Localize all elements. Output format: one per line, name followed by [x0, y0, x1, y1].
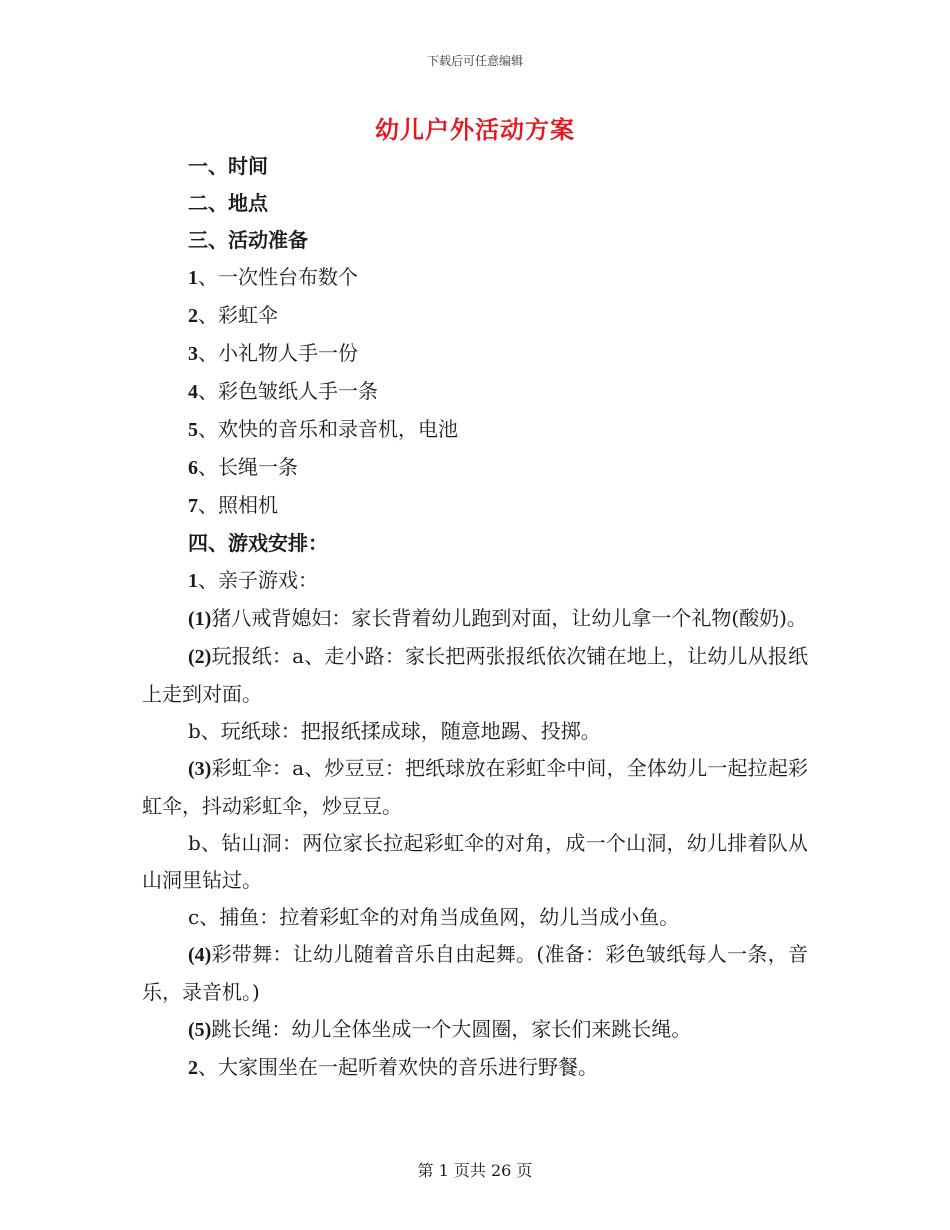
game-paragraph-3c: c、捕鱼：拉着彩虹伞的对角当成鱼网，幼儿当成小鱼。 [188, 905, 680, 929]
prep-item [142, 259, 808, 297]
prep-item-text: 、彩色皱纸人手一条 [198, 379, 378, 403]
game-item-number: (2) [188, 646, 212, 668]
prep-item-text: 、彩虹伞 [198, 303, 278, 327]
prep-item-text: 、长绳一条 [198, 455, 298, 479]
prep-item [142, 487, 808, 525]
game-item-text: 彩虹伞：a、炒豆豆：把纸球放在彩虹伞中间，全体幼儿一起拉起彩虹伞，抖动彩虹伞，炒豆豆。 [142, 756, 808, 818]
game-item-number: (4) [188, 944, 212, 966]
game-heading-picnic [142, 1049, 808, 1087]
document-title: 幼儿户外活动方案 [375, 116, 575, 144]
game-number: 2 [188, 1057, 198, 1079]
section-heading-location: 二、地点 [188, 191, 268, 215]
game-paragraph-3 [142, 750, 808, 825]
prep-item-number: 1 [188, 267, 198, 289]
game-heading-text: 、大家围坐在一起听着欢快的音乐进行野餐。 [198, 1055, 598, 1079]
game-item-text: 猪八戒背媳妇：家长背着幼儿跑到对面，让幼儿拿一个礼物(酸奶)。 [211, 606, 807, 630]
game-number: 1 [188, 570, 198, 592]
prep-item [142, 335, 808, 373]
page-header: 下载后可任意编辑 [426, 54, 523, 68]
prep-item-number: 2 [188, 305, 198, 327]
prep-item-number: 6 [188, 457, 198, 479]
page-footer: 第 1 页共 26 页 [417, 1161, 533, 1180]
game-paragraph-3b: b、钻山洞：两位家长拉起彩虹伞的对角，成一个山洞，幼儿排着队从山洞里钻过。 [142, 831, 808, 892]
prep-item-text: 、一次性台布数个 [198, 265, 358, 289]
prep-item [142, 297, 808, 335]
prep-item-number: 4 [188, 381, 198, 403]
game-paragraph-2 [142, 638, 808, 713]
game-item-number: (3) [188, 758, 212, 780]
section-heading-preparation: 三、活动准备 [188, 228, 308, 252]
section-heading-time: 一、时间 [188, 154, 268, 178]
prep-item-text: 、小礼物人手一份 [198, 341, 358, 365]
prep-item [142, 411, 808, 449]
prep-item-number: 3 [188, 343, 198, 365]
game-heading-parent-child [142, 562, 808, 600]
section-heading-games: 四、游戏安排： [188, 531, 328, 555]
document-body [142, 148, 808, 1087]
game-paragraph-2b: b、玩纸球：把报纸揉成球，随意地踢、投掷。 [188, 719, 601, 743]
game-item-text: 玩报纸：a、走小路：家长把两张报纸依次铺在地上，让幼儿从报纸上走到对面。 [142, 644, 808, 706]
game-item-text: 彩带舞：让幼儿随着音乐自由起舞。(准备：彩色皱纸每人一条，音乐，录音机。) [142, 942, 808, 1004]
prep-item-text: 、照相机 [198, 493, 278, 517]
prep-item [142, 373, 808, 411]
game-item-text: 跳长绳：幼儿全体坐成一个大圆圈，家长们来跳长绳。 [211, 1017, 692, 1041]
game-item-number: (1) [188, 608, 212, 630]
game-paragraph-4 [142, 936, 808, 1011]
prep-item-number: 7 [188, 495, 198, 517]
game-paragraph-5 [142, 1011, 808, 1049]
game-heading-text: 、亲子游戏： [198, 568, 318, 592]
prep-item-number: 5 [188, 419, 198, 441]
game-item-number: (5) [188, 1019, 212, 1041]
game-paragraph-1 [142, 600, 808, 638]
prep-item [142, 449, 808, 487]
prep-item-text: 、欢快的音乐和录音机，电池 [198, 417, 458, 441]
